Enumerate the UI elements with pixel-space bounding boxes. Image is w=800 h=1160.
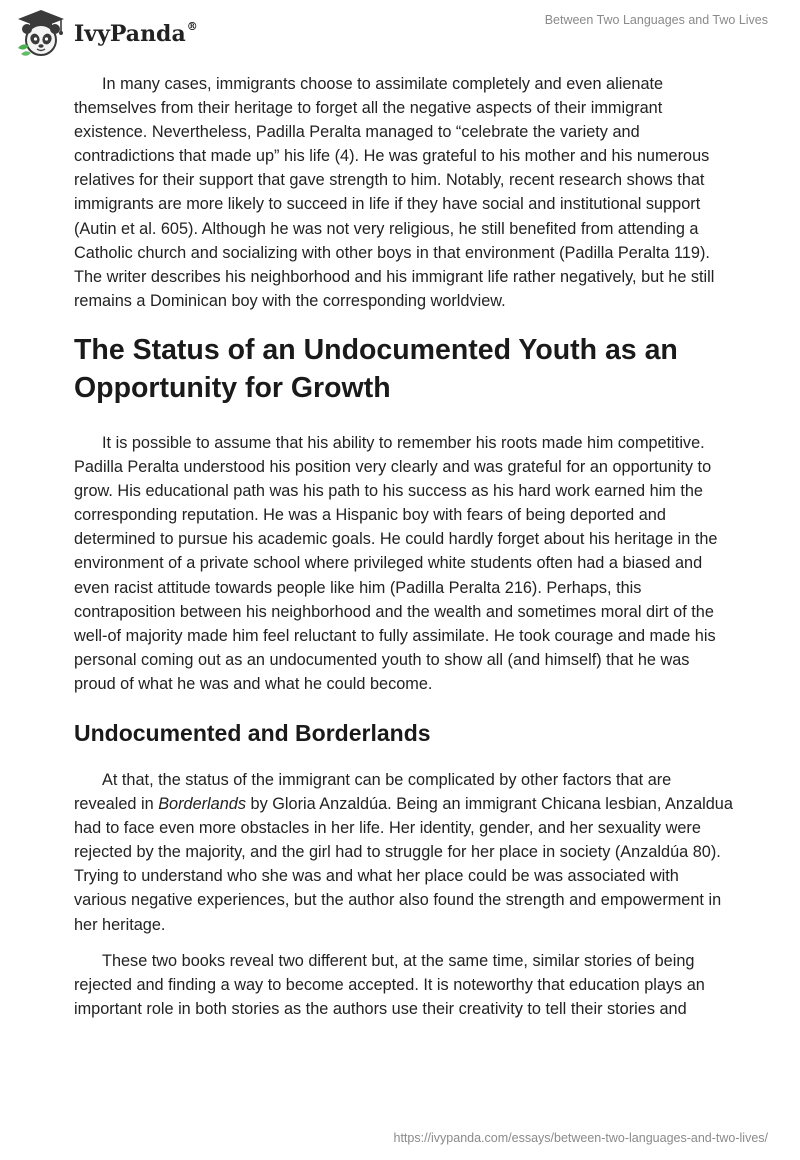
paragraph: At that, the status of the immigrant can be complicated by other factors that are revealed in Borderlands by Gloria Anzaldúa. Being an immigrant Chicana lesbian, Anzaldua had to face even more obstacles in her life. Her identity, gender, and her sexuality were rejected by the majority, and the girl had to struggle for her place in society (Anzaldúa 80). Trying to understand who she was and what her place could be was associated with various negative experiences, but the author also found the strength and empowerment in her heritage. — [74, 770, 733, 934]
panda-graduate-icon — [14, 8, 68, 60]
paragraph: In many cases, immigrants choose to assimilate completely and even alienate themselves from their heritage to forget all the negative aspects of their immigrant existence. Nevertheless, Padilla Peralta managed to “celebrate the variety and contradictions that made up” his life (4). He was grateful to his mother and his numerous relatives for their support that gave strength to him. Notably, recent research shows that immigrants are more likely to succeed in life if they have social and institutional support (Autin et al. 605). Although he was not very religious, he still benefited from attending a Catholic church and socializing with other boys in that environment (Padilla Peralta 119). The writer describes his neighborhood and his immigrant life rather negatively, but he still remains a Dominican boy with the corresponding worldview. — [74, 75, 715, 310]
page-header — [0, 0, 800, 72]
paragraph: These two books reveal two different but, at the same time, similar stories of being rejected and finding a way to become accepted. It is noteworthy that education plays an important role in both stories as the authors use their creativity to tell their stories and — [74, 951, 705, 1018]
book-title-borderlands: Borderlands — [158, 795, 246, 814]
ivypanda-logo[interactable] — [14, 6, 198, 60]
document-title: Between Two Languages and Two Lives — [544, 13, 768, 27]
footer-url-link[interactable]: https://ivypanda.com/essays/between-two-languages-and-two-lives/ — [393, 1131, 768, 1145]
paragraph: It is possible to assume that his ability to remember his roots made him competitive. Padilla Peralta understood his position very clearly and was grateful for an opportunity to grow. His educational path was his path to his success as his hard work earned him the corresponding reputation. He was a Hispanic boy with fears of being deported and determined to pursue his academic goals. He could hardly forget about his heritage in the environment of a private school where privileged white students often had a biased and even racist attitude towards people like him (Padilla Peralta 216). Perhaps, this contraposition between his neighborhood and the wealth and sometimes moral dirt of the well-of majority made him feel reluctant to fully assimilate. He took courage and made his personal coming out as an undocumented youth to show all (and himself) that he was proud of what he was and what he could become. — [74, 433, 718, 693]
logo-wordmark: IvyPanda® — [74, 19, 198, 47]
section-heading: The Status of an Undocumented Youth as an Opportunity for Growth — [74, 333, 678, 404]
subsection-heading: Undocumented and Borderlands — [74, 719, 431, 746]
essay-content — [74, 70, 734, 1021]
